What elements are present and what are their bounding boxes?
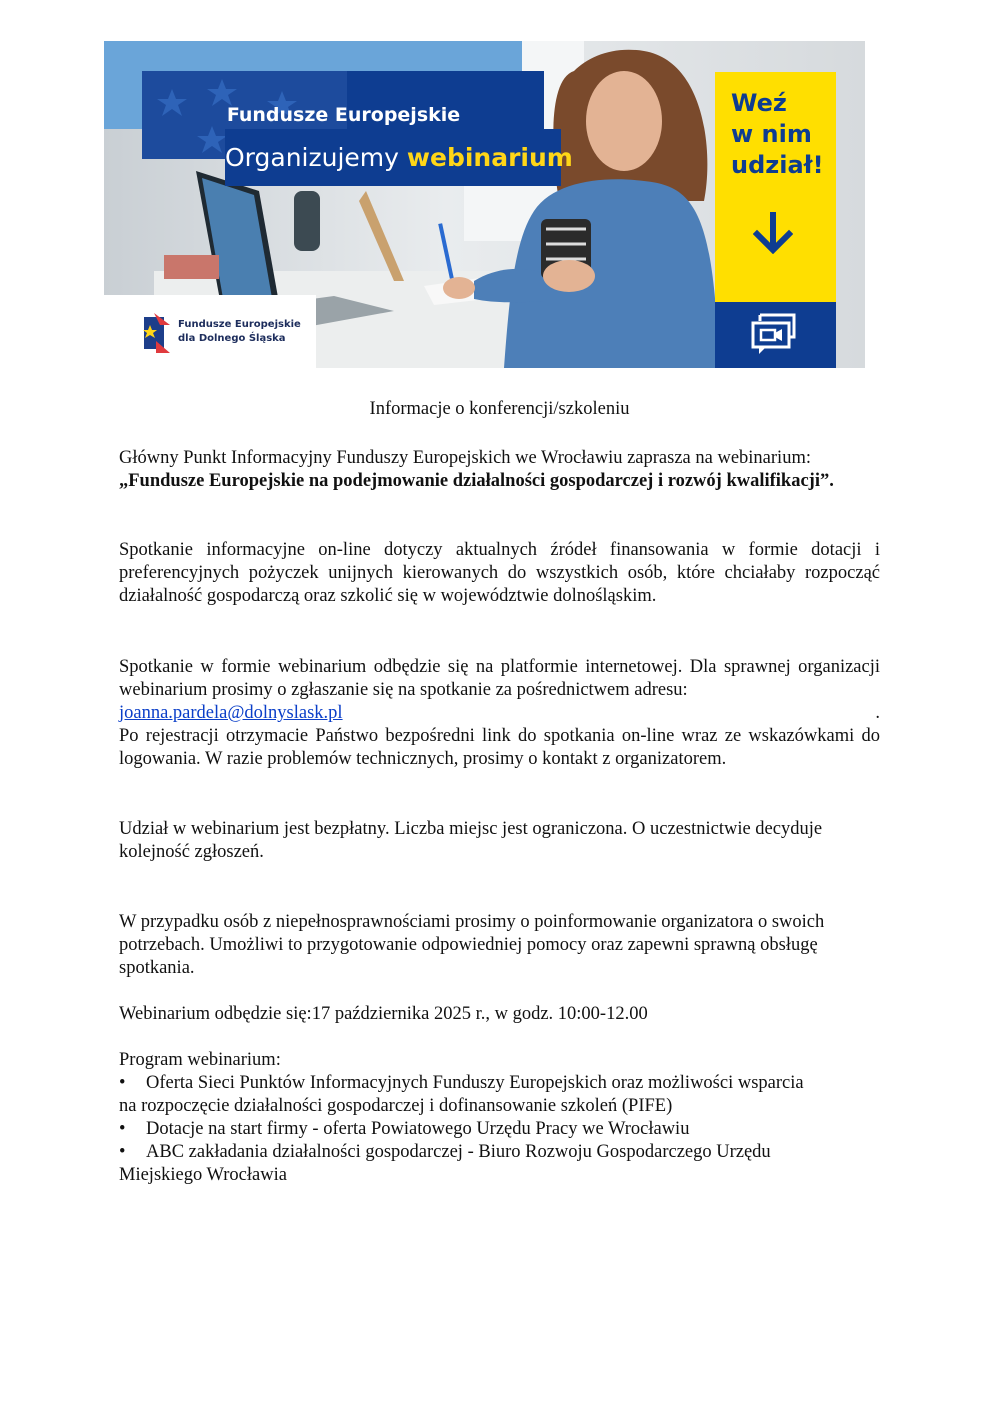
bullet: • <box>119 1073 126 1093</box>
date-line: Webinarium odbędzie się:17 października 2025 r., w godz. 10:00-12.00 <box>119 1004 648 1024</box>
program-item: • Dotacje na start firmy - oferta Powiatowego Urzędu Pracy we Wrocławiu <box>119 1119 690 1139</box>
intro-text: Główny Punkt Informacyjny Funduszy Europejskich we Wrocławiu zaprasza na webinarium: <box>119 448 811 468</box>
free-participation-paragraph: Udział w webinarium jest bezpłatny. Liczba miejsc jest ograniczona. O uczestnictwie decyduje kolejność zgłoszeń. <box>119 819 823 862</box>
fe-logo-icon <box>142 311 172 355</box>
registration-paragraph <box>119 656 880 771</box>
intro-paragraph <box>119 447 880 493</box>
webinar-banner <box>104 41 865 368</box>
email-link[interactable]: joanna.pardela@dolnyslask.pl <box>119 703 343 723</box>
email-tail: . <box>875 703 880 723</box>
description-paragraph: Spotkanie informacyjne on-line dotyczy aktualnych źródeł finansowania w formie dotacji i preferencyjnych pożyczek unijnych kierowanych do wszystkich osób, które chciałaby rozpocząć działalność gospodarczą oraz szkolić się w województwie dolnośląskim. <box>119 540 880 606</box>
registration-lead: Spotkanie w formie webinarium odbędzie się na platformie internetowej. Dla sprawnej organizacji webinarium prosimy o zgłaszanie się na spotkanie za pośrednictwem adresu: <box>119 657 880 700</box>
program-section <box>119 1049 880 1187</box>
banner-headline <box>225 129 573 186</box>
fe-dolny-slask-logo <box>104 295 316 368</box>
program-item: • Oferta Sieci Punktów Informacyjnych Funduszy Europejskich oraz możliwości wsparcia na rozpoczęcie działalności gospodarczej i dofinansowanie szkoleń (PIFE) <box>119 1073 804 1116</box>
arrow-down-icon <box>753 212 793 254</box>
program-heading: Program webinarium: <box>119 1050 281 1070</box>
program-item: • ABC zakładania działalności gospodarczej - Biuro Rozwoju Gospodarczego Urzędu Miejskiego Wrocławia <box>119 1142 771 1185</box>
headline-highlight: webinarium <box>406 143 573 172</box>
accessibility-paragraph: W przypadku osób z niepełnosprawnościami prosimy o poinformowanie organizatora o swoich potrzebach. Umożliwi to przygotowanie odpowiedniej pomocy oraz zapewni sprawną obsługę spotkania. <box>119 912 825 978</box>
bullet: • <box>119 1142 126 1162</box>
email-line <box>119 702 880 725</box>
logo-text: Fundusze Europejskie dla Dolnego Śląska <box>178 319 301 344</box>
video-call-box <box>715 302 836 368</box>
program-label: Fundusze Europejskie <box>347 71 544 159</box>
cta-text: Weź w nim udział! <box>731 89 824 179</box>
registration-details: Po rejestracji otrzymacie Państwo bezpośredni link do spotkania on-line wraz ze wskazówkami do logowania. W razie problemów technicznych, prosimy o kontakt z organizatorem. <box>119 726 880 769</box>
webinar-title: „Fundusze Europejskie na podejmowanie działalności gospodarczej i rozwój kwalifikacji”. <box>119 471 834 491</box>
cta-panel <box>715 72 836 302</box>
video-chat-icon <box>750 312 802 356</box>
page-heading: Informacje o konferencji/szkoleniu <box>369 399 630 419</box>
headline-prefix: Organizujemy <box>225 143 399 172</box>
bullet: • <box>119 1119 126 1139</box>
